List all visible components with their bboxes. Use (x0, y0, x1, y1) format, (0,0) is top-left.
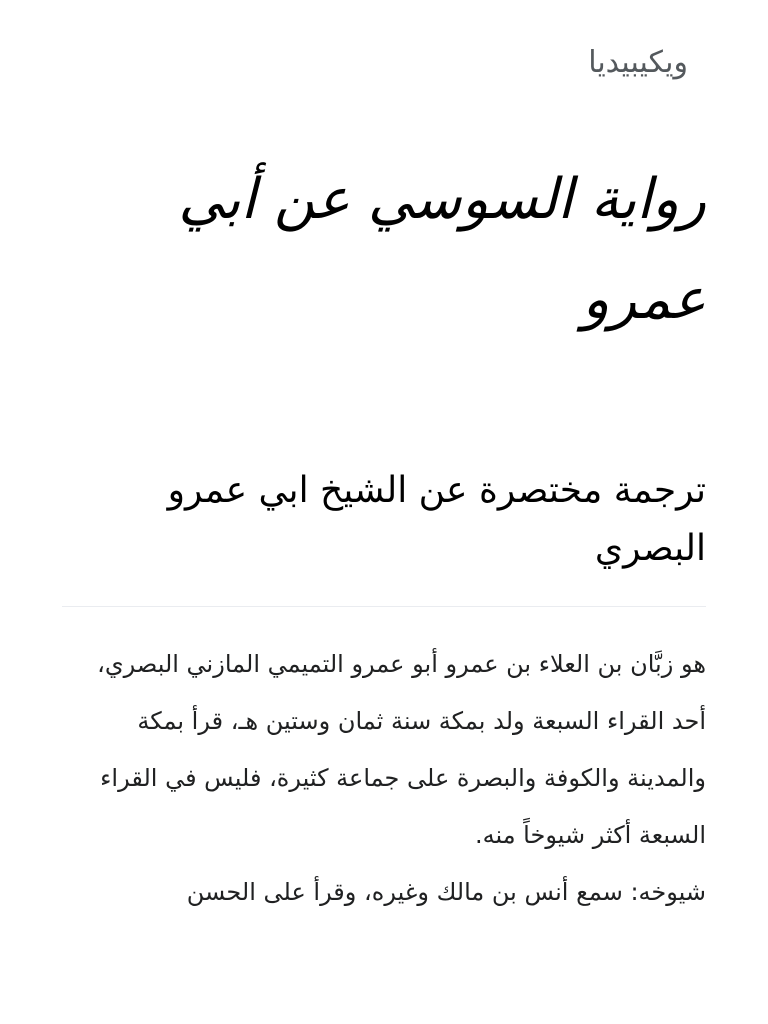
wikipedia-wordmark[interactable]: ويكيبيديا (588, 45, 688, 80)
page-title: رواية السوسي عن أبي عمرو (178, 167, 706, 332)
section-divider (62, 606, 706, 607)
section-heading[interactable]: ترجمة مختصرة عن الشيخ ابي عمرو البصري (167, 470, 706, 569)
paragraph: شيوخه: سمع أنس بن مالك وغيره، وقرأ على الحسن (186, 878, 706, 906)
paragraph: هو زبَّان بن العلاء بن عمرو أبو عمرو التميمي المازني البصري، أحد القراء السبعة ولد بمكة سنة ثمان وستين هـ، قرأ بمكة والمدينة والكوفة والبصرة على جماعة كثيرة، فليس في القراء السبعة أكثر شيوخاً منه. (97, 650, 706, 849)
section-body (62, 636, 706, 921)
